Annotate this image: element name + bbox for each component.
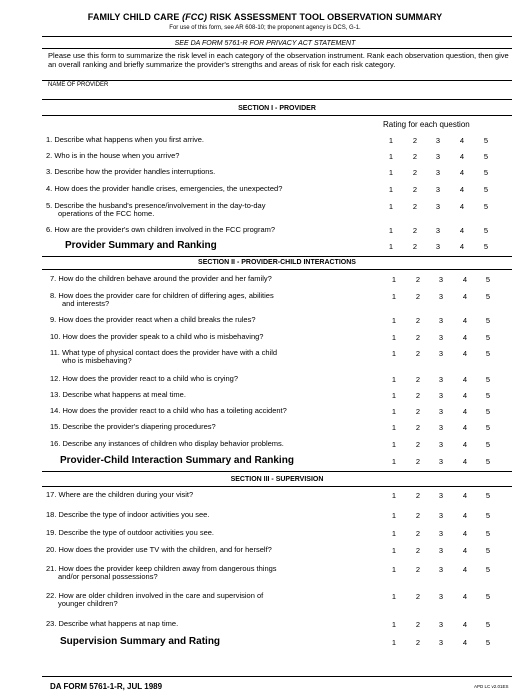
rating-option[interactable]: 2 [415, 592, 421, 601]
rating-option[interactable]: 1 [391, 511, 397, 520]
rating-option[interactable]: 2 [415, 620, 421, 629]
question-text [50, 333, 370, 341]
question-text [46, 226, 366, 234]
rating-option[interactable]: 4 [462, 511, 468, 520]
rating-option[interactable]: 4 [462, 529, 468, 538]
summary-rating-option[interactable]: 3 [438, 638, 444, 647]
rating-option[interactable]: 3 [438, 316, 444, 325]
rating-option[interactable]: 1 [388, 136, 394, 145]
rating-option[interactable]: 4 [462, 620, 468, 629]
rating-option[interactable]: 2 [415, 440, 421, 449]
rating-option[interactable]: 4 [462, 316, 468, 325]
rating-option[interactable]: 2 [415, 349, 421, 358]
rating-option[interactable]: 3 [435, 185, 441, 194]
question-text [46, 592, 366, 608]
question-text [46, 152, 366, 160]
rating-option[interactable]: 5 [485, 391, 491, 400]
rating-option[interactable]: 2 [412, 152, 418, 161]
title-part-c: RISK ASSESSMENT TOOL OBSERVATION SUMMARY [209, 12, 443, 22]
rating-option[interactable]: 4 [462, 292, 468, 301]
rating-option[interactable]: 1 [391, 275, 397, 284]
rating-option[interactable]: 2 [415, 565, 421, 574]
rating-option[interactable]: 4 [462, 375, 468, 384]
rating-option[interactable]: 2 [415, 511, 421, 520]
summary-rating-option[interactable]: 2 [415, 457, 421, 466]
rating-option[interactable]: 3 [435, 136, 441, 145]
rating-option[interactable]: 5 [483, 226, 489, 235]
rating-option[interactable]: 1 [391, 333, 397, 342]
summary-rating-option[interactable]: 5 [485, 638, 491, 647]
rating-option[interactable]: 4 [459, 202, 465, 211]
divider [42, 269, 512, 270]
question-line: 2. Who is in the house when you arrive? [46, 151, 180, 160]
question-line-continued: and/or personal possessions? [58, 572, 158, 581]
question-line: 4. How does the provider handle crises, emergencies, the unexpected? [46, 184, 283, 193]
rating-option[interactable]: 5 [485, 407, 491, 416]
rating-option[interactable]: 5 [485, 333, 491, 342]
question-text [46, 620, 366, 628]
rating-option[interactable]: 3 [438, 391, 444, 400]
rating-option[interactable]: 2 [412, 168, 418, 177]
question-line-continued: operations of the FCC home. [58, 209, 155, 218]
rating-option[interactable]: 2 [415, 546, 421, 555]
form-number: DA FORM 5761-1-R, JUL 1989 [50, 682, 163, 691]
rating-option[interactable]: 1 [391, 592, 397, 601]
section-2-title: SECTION II - PROVIDER-CHILD INTERACTIONS [198, 259, 356, 266]
summary-rating-option[interactable]: 1 [391, 638, 397, 647]
question-line: 3. Describe how the provider handles interruptions. [46, 167, 216, 176]
rating-option[interactable]: 3 [438, 275, 444, 284]
rating-option[interactable]: 3 [435, 168, 441, 177]
divider [42, 256, 512, 257]
rating-option[interactable]: 5 [485, 292, 491, 301]
rating-option[interactable]: 3 [438, 491, 444, 500]
rating-option[interactable]: 1 [391, 375, 397, 384]
question-line: 11. What type of physical contact does the provider have with a child [50, 348, 278, 357]
question-line-continued: younger children? [58, 599, 118, 608]
rating-option[interactable]: 1 [391, 391, 397, 400]
rating-option[interactable]: 4 [462, 546, 468, 555]
question-line: 19. Describe the type of outdoor activities you see. [46, 528, 215, 537]
question-line: 20. How does the provider use TV with the children, and for herself? [46, 545, 272, 554]
divider [42, 486, 512, 487]
rating-option[interactable]: 2 [415, 375, 421, 384]
question-text [46, 546, 366, 554]
question-text [50, 349, 370, 365]
rating-option[interactable]: 2 [412, 202, 418, 211]
title-part-b: (FCC) [182, 12, 208, 22]
question-line: 8. How does the provider care for children of differing ages, abilities [50, 291, 274, 300]
rating-option[interactable]: 2 [412, 136, 418, 145]
rating-option[interactable]: 5 [485, 349, 491, 358]
question-line: 21. How does the provider keep children away from dangerous things [46, 564, 277, 573]
question-text [50, 275, 370, 283]
rating-option[interactable]: 1 [391, 423, 397, 432]
summary-rating-option[interactable]: 4 [459, 242, 465, 251]
rating-option[interactable]: 1 [391, 407, 397, 416]
rating-option[interactable]: 2 [415, 423, 421, 432]
question-text [50, 316, 370, 324]
question-line: 12. How does the provider react to a child who is crying? [50, 374, 239, 383]
form-subtitle: For use of this form, see AR 608-10; the proponent agency is DCS, G-1. [169, 25, 361, 31]
instructions-text: Please use this form to summarize the risk level in each category of the observation instrument. Rank each observation question, then give an overall ranking and briefly summarize the provider's strengths and areas of risk for each risk category. [48, 51, 509, 69]
rating-option[interactable]: 5 [485, 275, 491, 284]
rating-option[interactable]: 5 [485, 565, 491, 574]
question-text [46, 136, 366, 144]
rating-option[interactable]: 1 [391, 620, 397, 629]
title-part-a: FAMILY CHILD CARE [87, 12, 180, 22]
rating-option[interactable]: 3 [435, 202, 441, 211]
question-text [50, 292, 370, 308]
divider [42, 48, 512, 49]
rating-option[interactable]: 4 [462, 423, 468, 432]
rating-option[interactable]: 1 [388, 152, 394, 161]
rating-option[interactable]: 3 [438, 292, 444, 301]
rating-option[interactable]: 5 [483, 202, 489, 211]
rating-option[interactable]: 5 [485, 440, 491, 449]
summary-rating-option[interactable]: 2 [412, 242, 418, 251]
rating-option[interactable]: 1 [391, 440, 397, 449]
form-title [0, 12, 530, 22]
rating-option[interactable]: 4 [462, 440, 468, 449]
rating-option[interactable]: 1 [391, 491, 397, 500]
question-line: 7. How do the children behave around the provider and her family? [50, 274, 272, 283]
rating-option[interactable]: 1 [388, 202, 394, 211]
rating-option[interactable]: 1 [388, 168, 394, 177]
rating-option[interactable]: 4 [462, 275, 468, 284]
question-text [50, 440, 370, 448]
summary-rating-option[interactable]: 4 [462, 457, 468, 466]
rating-option[interactable]: 2 [415, 292, 421, 301]
rating-option[interactable]: 3 [438, 546, 444, 555]
rating-option[interactable]: 5 [485, 529, 491, 538]
summary-rating-option[interactable]: 3 [438, 457, 444, 466]
privacy-notice: SEE DA FORM 5761-R FOR PRIVACY ACT STATEMENT [174, 40, 356, 47]
question-line: 5. Describe the husband's presence/involvement in the day-to-day [46, 201, 266, 210]
summary-ranking-label: Supervision Summary and Rating [60, 636, 221, 647]
summary-rating-option[interactable]: 1 [388, 242, 394, 251]
summary-ranking-label: Provider-Child Interaction Summary and Ranking [60, 455, 294, 466]
rating-option[interactable]: 2 [415, 391, 421, 400]
rating-option[interactable]: 3 [438, 423, 444, 432]
rating-option[interactable]: 3 [438, 592, 444, 601]
question-text [50, 375, 370, 383]
rating-option[interactable]: 2 [415, 529, 421, 538]
rating-option[interactable]: 3 [438, 565, 444, 574]
question-text [46, 511, 366, 519]
rating-option[interactable]: 2 [415, 491, 421, 500]
question-text [46, 565, 366, 581]
section-1-title: SECTION I - PROVIDER [238, 105, 316, 112]
rating-option[interactable]: 3 [438, 333, 444, 342]
rating-option[interactable]: 4 [462, 592, 468, 601]
rating-option[interactable]: 4 [459, 152, 465, 161]
question-line: 10. How does the provider speak to a child who is misbehaving? [50, 332, 264, 341]
question-line: 6. How are the provider's own children involved in the FCC program? [46, 225, 276, 234]
rating-option[interactable]: 2 [412, 185, 418, 194]
question-line: 16. Describe any instances of children who display behavior problems. [50, 439, 284, 448]
provider-name-label: NAME OF PROVIDER [48, 82, 109, 88]
rating-header: Rating for each question [383, 120, 470, 129]
rating-option[interactable]: 4 [462, 333, 468, 342]
question-line: 14. How does the provider react to a child who has a toileting accident? [50, 406, 287, 415]
rating-option[interactable]: 4 [459, 136, 465, 145]
summary-rating-option[interactable]: 4 [462, 638, 468, 647]
summary-rating-option[interactable]: 2 [415, 638, 421, 647]
rating-option[interactable]: 1 [391, 546, 397, 555]
summary-rating-option[interactable]: 1 [391, 457, 397, 466]
rating-option[interactable]: 5 [483, 168, 489, 177]
rating-option[interactable]: 4 [459, 226, 465, 235]
rating-option[interactable]: 3 [438, 529, 444, 538]
question-line: 15. Describe the provider's diapering procedures? [50, 422, 216, 431]
rating-option[interactable]: 3 [438, 407, 444, 416]
rating-option[interactable]: 3 [438, 511, 444, 520]
question-line-continued: who is misbehaving? [62, 356, 132, 365]
rating-option[interactable]: 1 [391, 529, 397, 538]
rating-option[interactable]: 4 [462, 391, 468, 400]
section-3-title: SECTION III - SUPERVISION [230, 476, 324, 483]
summary-ranking-label: Provider Summary and Ranking [65, 240, 217, 251]
rating-option[interactable]: 3 [438, 375, 444, 384]
summary-rating-option[interactable]: 3 [435, 242, 441, 251]
version-label: APD LC v2.01ES [474, 684, 509, 689]
rating-option[interactable]: 4 [462, 349, 468, 358]
rating-option[interactable]: 1 [391, 349, 397, 358]
question-line: 9. How does the provider react when a child breaks the rules? [50, 315, 256, 324]
question-line-continued: and interests? [62, 299, 110, 308]
question-line: 13. Describe what happens at meal time. [50, 390, 186, 399]
question-text [46, 202, 366, 218]
rating-option[interactable]: 5 [485, 423, 491, 432]
rating-option[interactable]: 4 [462, 491, 468, 500]
summary-rating-option[interactable]: 5 [483, 242, 489, 251]
question-text [46, 185, 366, 193]
rating-option[interactable]: 4 [459, 168, 465, 177]
divider [42, 115, 512, 116]
rating-option[interactable]: 2 [415, 407, 421, 416]
question-line: 18. Describe the type of indoor activities you see. [46, 510, 210, 519]
rating-option[interactable]: 3 [438, 440, 444, 449]
rating-option[interactable]: 3 [435, 226, 441, 235]
rating-option[interactable]: 1 [388, 226, 394, 235]
rating-option[interactable]: 2 [415, 316, 421, 325]
rating-option[interactable]: 5 [483, 152, 489, 161]
question-text [50, 407, 370, 415]
divider [42, 99, 512, 100]
question-text [46, 491, 366, 499]
rating-option[interactable]: 5 [485, 375, 491, 384]
rating-option[interactable]: 5 [485, 316, 491, 325]
rating-option[interactable]: 3 [438, 349, 444, 358]
rating-option[interactable]: 2 [415, 275, 421, 284]
rating-option[interactable]: 2 [415, 333, 421, 342]
rating-option[interactable]: 4 [462, 565, 468, 574]
divider [42, 80, 512, 81]
rating-option[interactable]: 5 [483, 136, 489, 145]
question-text [50, 391, 370, 399]
question-line: 17. Where are the children during your visit? [46, 490, 194, 499]
rating-option[interactable]: 4 [459, 185, 465, 194]
rating-option[interactable]: 1 [388, 185, 394, 194]
question-text [46, 168, 366, 176]
divider [42, 676, 512, 677]
divider [42, 36, 512, 37]
rating-option[interactable]: 1 [391, 565, 397, 574]
question-line: 23. Describe what happens at nap time. [46, 619, 179, 628]
rating-option[interactable]: 3 [435, 152, 441, 161]
question-line: 22. How are older children involved in the care and supervision of [46, 591, 264, 600]
rating-option[interactable]: 5 [485, 511, 491, 520]
rating-option[interactable]: 2 [412, 226, 418, 235]
question-text [46, 529, 366, 537]
rating-option[interactable]: 5 [485, 546, 491, 555]
rating-option[interactable]: 1 [391, 292, 397, 301]
rating-option[interactable]: 5 [483, 185, 489, 194]
divider [42, 471, 512, 472]
rating-option[interactable]: 5 [485, 491, 491, 500]
rating-option[interactable]: 5 [485, 620, 491, 629]
rating-option[interactable]: 4 [462, 407, 468, 416]
summary-rating-option[interactable]: 5 [485, 457, 491, 466]
rating-option[interactable]: 5 [485, 592, 491, 601]
rating-option[interactable]: 1 [391, 316, 397, 325]
question-text [50, 423, 370, 431]
question-line: 1. Describe what happens when you first arrive. [46, 135, 204, 144]
rating-option[interactable]: 3 [438, 620, 444, 629]
